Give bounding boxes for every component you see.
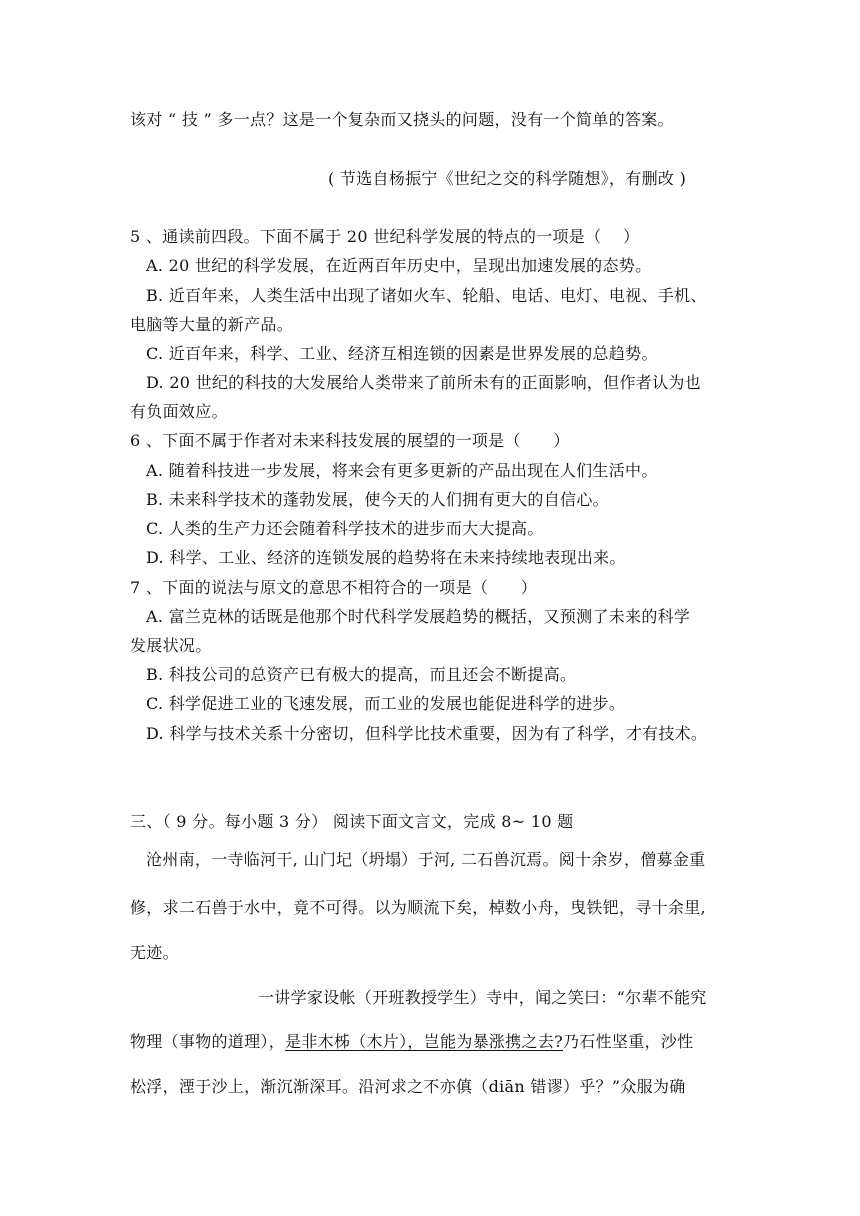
question-6-option-d: D. 科学、工业、经济的连锁发展的趋势将在未来持续地表现出来。	[146, 548, 626, 567]
question-6-option-a: A. 随着科技进一步发展，将来会有更多更新的产品出现在人们生活中。	[146, 461, 658, 480]
passage-p2-line3: 松浮，湮于沙上，渐沉渐深耳。沿河求之不亦傎（diān 错谬）乎？”众服为确	[130, 1077, 686, 1096]
passage-p2-line2	[130, 1032, 693, 1052]
passage-p1-line3: 无迹。	[130, 943, 179, 962]
question-5-stem: 5 、通读前四段。下面不属于 20 世纪科学发展的特点的一项是（ ）	[130, 227, 640, 246]
question-5-option-b-cont: 电脑等大量的新产品。	[130, 315, 294, 334]
intro-line: 该对 “ 技 ” 多一点？这是一个复杂而又挠头的问题，没有一个简单的答案。	[130, 110, 674, 129]
question-5-option-b: B. 近百年来，人类生活中出现了诸如火车、轮船、电话、电灯、电视、手机、	[146, 286, 707, 305]
underlined-sentence: 是非木柹（木片），岂能为暴涨携之去?	[285, 1032, 563, 1051]
question-7-option-a: A. 富兰克林的话既是他那个时代科学发展趋势的概括，又预测了未来的科学	[146, 607, 691, 626]
question-7-option-a-cont: 发展状况。	[130, 636, 212, 655]
question-6-option-c: C. 人类的生产力还会随着科学技术的进步而大大提高。	[146, 519, 544, 538]
section-3-heading: 三、（ 9 分。每小题 3 分） 阅读下面文言文，完成 8~ 10 题	[130, 812, 574, 831]
source-note: ( 节选自杨振宁《世纪之交的科学随想》，有删改 )	[328, 169, 687, 188]
question-6-option-b: B. 未来科学技术的蓬勃发展，使今天的人们拥有更大的自信心。	[146, 490, 609, 509]
question-5-option-d: D. 20 世纪的科技的大发展给人类带来了前所未有的正面影响，但作者认为也	[146, 373, 701, 392]
question-6-stem: 6 、下面不属于作者对未来科技发展的展望的一项是（ ）	[130, 431, 570, 450]
question-7-option-c: C. 科学促进工业的飞速发展，而工业的发展也能促进科学的进步。	[146, 694, 626, 713]
passage-p2-line1: 一讲学家设帐（开班教授学生）寺中，闻之笑曰：“尔辈不能究	[258, 988, 707, 1007]
passage-p1-line2: 修，求二石兽于水中，竟不可得。以为顺流下矣，棹数小舟，曳铁钯，寻十余里,	[130, 898, 706, 917]
question-5-option-a: A. 20 世纪的科学发展，在近两百年历史中，呈现出加速发展的态势。	[146, 256, 652, 275]
question-7-stem: 7 、下面的说法与原文的意思不相符合的一项是（ ）	[130, 578, 538, 597]
question-7-option-d: D. 科学与技术关系十分密切，但科学比技术重要，因为有了科学，才有技术。	[146, 724, 708, 743]
passage-p1-line1: 沧州南，一寺临河干, 山门圮（坍塌）于河, 二石兽沉焉。阅十余岁，僧募金重	[146, 850, 706, 869]
passage-p2-line2-after: 乃石性坚重，沙性	[563, 1032, 694, 1051]
question-7-option-b: B. 科技公司的总资产已有极大的提高，而且还会不断提高。	[146, 665, 577, 684]
question-5-option-d-cont: 有负面效应。	[130, 402, 228, 421]
question-5-option-c: C. 近百年来，科学、工业、经济互相连锁的因素是世界发展的总趋势。	[146, 344, 658, 363]
passage-p2-line2-before: 物理（事物的道理），	[130, 1032, 286, 1051]
